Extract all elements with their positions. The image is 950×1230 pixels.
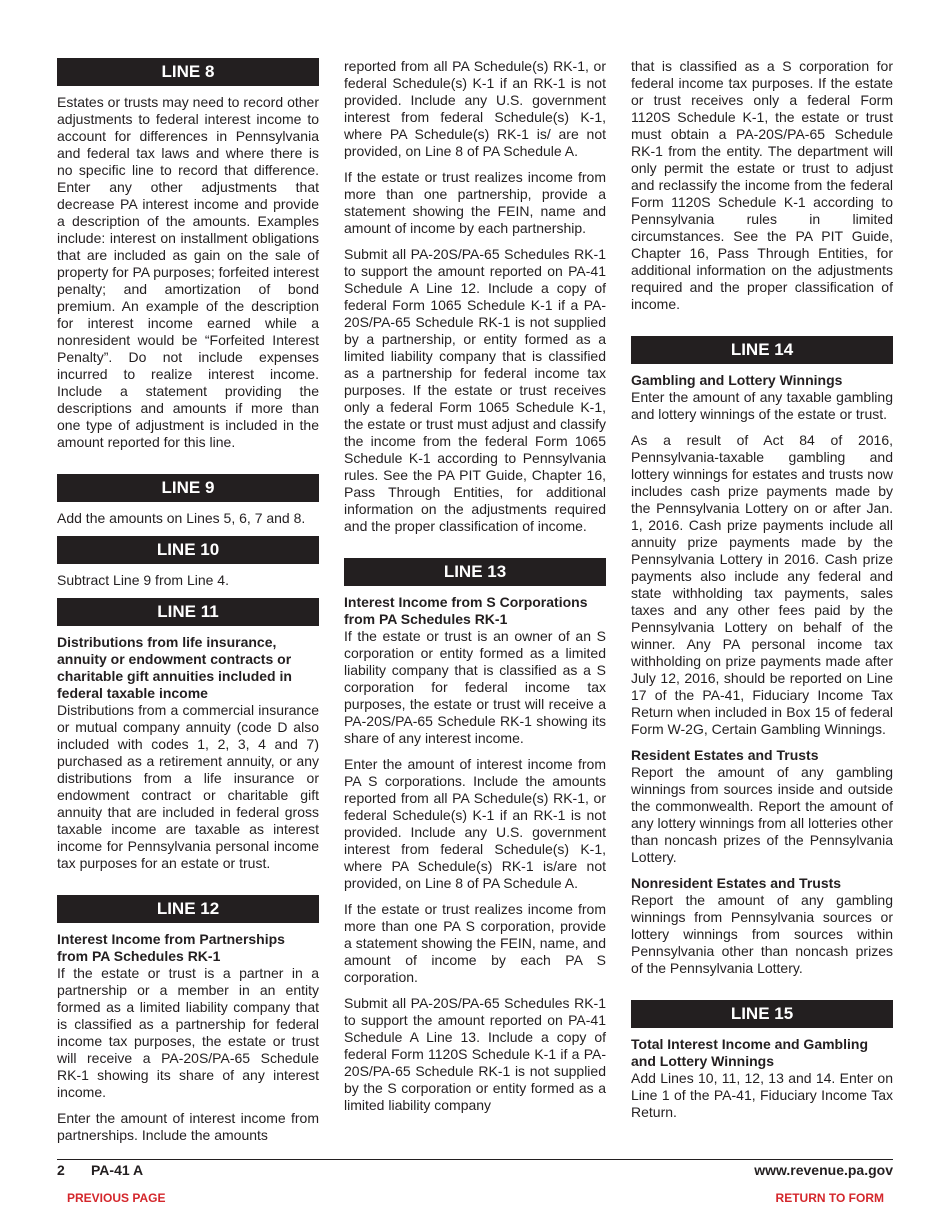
line-12-paragraph-2: Enter the amount of interest income from partnerships. Include the amounts [57,1110,319,1143]
line-14-header: LINE 14 [631,336,893,364]
line-13-paragraph-2: Enter the amount of interest income from PA S corporations. Include the amounts reported from all PA Schedule(s) RK-1, or federal Schedule(s) K-1 if an RK-1 is not provided. Include any U.S. government interest from federal Schedule(s) K-1, where PA Schedule(s) RK-1 is/are not provided, on Line 8 of PA Schedule A. [344,756,606,891]
page-number: 2 [57,1162,65,1178]
line-12-heading: Interest Income from Partnerships from PA Schedules RK-1 [57,931,285,964]
line-11-header: LINE 11 [57,598,319,626]
footer-divider [57,1159,893,1160]
line-12-header: LINE 12 [57,895,319,923]
previous-page-link[interactable]: PREVIOUS PAGE [67,1191,166,1205]
nonresident-estates-text: Report the amount of any gambling winnings from Pennsylvania sources or lottery winnings from sources within Pennsylvania other than noncash prizes of the Pennsylvania Lottery. [631,892,893,976]
line-11-heading: Distributions from life insurance, annuity or endowment contracts or charitable gift annuities included in federal taxable income [57,634,292,701]
line-9-text: Add the amounts on Lines 5, 6, 7 and 8. [57,510,306,526]
line-8-text: Estates or trusts may need to record other adjustments to federal interest income to account for differences in Pennsylvania and federal tax laws and where there is no specific line to record that difference. Enter any other adjustments that decrease PA interest income and provide a description of the amounts. Examples include: interest on installment obligations that are included as gain on the sale of property for PA purposes; forfeited interest penalty; and amortization of bond premium. An example of the description for interest income earned while a nonresident would be “Forfeited Interest Penalty”. Do not include expenses incurred to realize interest income. Include a statement providing the descriptions and amounts if more than one type of adjustment is included in the amount reported for this line. [57,94,319,450]
line-13-paragraph-3: If the estate or trust realizes income from more than one PA S corporation, provide a statement showing the FEIN, name, and amount of income by each PA S corporation. [344,901,606,985]
line-12-paragraph-3: reported from all PA Schedule(s) RK-1, or federal Schedule(s) K-1 if an RK-1 is not provided. Include any U.S. government interest from federal Schedule(s) K-1, where PA Schedule(s) RK-1 is/ are not provided, on Line 8 of PA Schedule A. [344,58,606,159]
line-12-paragraph-1: If the estate or trust is a partner in a partnership or a member in an entity formed as a limited liability company that is classified as a partnership for federal income tax purposes, the estate or trust will receive a PA-20S/PA-65 Schedule RK-1 showing its share of any interest income. [57,965,319,1100]
line-10-header: LINE 10 [57,536,319,564]
line-12-paragraph-5: Submit all PA-20S/PA-65 Schedules RK-1 to support the amount reported on PA-41 Schedule A Line 12. Include a copy of federal Form 1065 Schedule K-1 if a PA-20S/PA-65 Schedule RK-1 is not supplied by a partnership, or entity formed as a limited liability company that is classified as a partnership for federal income tax purposes. If the estate or trust receives only a federal Form 1065 Schedule K-1, the estate or trust must adjust and classify the income from the federal Form 1065 Schedule K-1 according to Pennsylvania rules. See the PA PIT Guide, Chapter 16, Pass Through Entities, for additional information on the adjustments required and the proper classification of income. [344,246,606,534]
line-13-paragraph-1: If the estate or trust is an owner of an S corporation or entity formed as a limited liability company that is classified as a S corporation for federal income tax purposes, the estate or trust will receive a PA-20S/PA-65 Schedule RK-1 showing its share of any interest income. [344,628,606,746]
line-14-paragraph-2: As a result of Act 84 of 2016, Pennsylvania-taxable gambling and lottery winnings for estates and trusts now includes cash prize payments made by the Pennsylvania Lottery on or after Jan. 1, 2016. Cash prize payments include all annuity prize payments made by the Pennsylvania Lottery in 2016. Cash prize payments also include any federal and state withholding tax payments, sales taxes and any other fees paid by the Pennsylvania Lottery on behalf of the winner. Any PA personal income tax withholding on prize payments made after July 12, 2016, should be reported on Line 17 of the PA-41, Fiduciary Income Tax Return when included in Box 15 of federal Form W-2G, Certain Gambling Winnings. [631,432,893,737]
resident-estates-heading: Resident Estates and Trusts [631,747,819,763]
line-15-text: Add Lines 10, 11, 12, 13 and 14. Enter on Line 1 of the PA-41, Fiduciary Income Tax Return. [631,1070,893,1120]
line-13-header: LINE 13 [344,558,606,586]
column-2 [344,58,606,1123]
form-name: PA-41 A [91,1162,144,1178]
website-url: www.revenue.pa.gov [754,1162,893,1178]
line-14-heading: Gambling and Lottery Winnings [631,372,843,388]
line-11-text: Distributions from a commercial insurance or mutual company annuity (code D also included with codes 1, 2, 3, 4 and 7) purchased as a retirement annuity, or any distributions from a life insurance or endowment contract or charitable gift annuity that are included in federal gross taxable income are taxable as interest income for Pennsylvania personal income tax purposes for an estate or trust. [57,702,319,871]
line-9-header: LINE 9 [57,474,319,502]
nonresident-estates-heading: Nonresident Estates and Trusts [631,875,842,891]
line-8-header: LINE 8 [57,58,319,86]
resident-estates-text: Report the amount of any gambling winnings from sources inside and outside the commonwealth. Report the amount of any lottery winnings from all lotteries other than noncash prizes of the Pennsylvania Lottery. [631,764,893,865]
column-1 [57,58,319,1153]
line-13-heading: Interest Income from S Corporations from PA Schedules RK-1 [344,594,588,627]
line-10-text: Subtract Line 9 from Line 4. [57,572,229,588]
column-3 [631,58,893,1130]
line-12-paragraph-4: If the estate or trust realizes income from more than one partnership, provide a statement showing the FEIN, name and amount of income by each partnership. [344,169,606,236]
line-13-paragraph-5: that is classified as a S corporation for federal income tax purposes. If the estate or trust receives only a federal Form 1120S Schedule K-1, the estate or trust must obtain a PA-20S/PA-65 Schedule RK-1 from the entity. The department will only permit the estate or trust to adjust and reclassify the income from the federal Form 1120S Schedule K-1 according to Pennsylvania rules in limited circumstances. See the PA PIT Guide, Chapter 16, Pass Through Entities, for additional information on the adjustments required and the proper classification of income. [631,58,893,312]
line-13-paragraph-4: Submit all PA-20S/PA-65 Schedules RK-1 to support the amount reported on PA-41 Schedule A Line 13. Include a copy of federal Form 1120S Schedule K-1 if a PA-20S/PA-65 Schedule RK-1 is not supplied by the S corporation or entity formed as a limited liability company [344,995,606,1113]
line-14-paragraph-1: Enter the amount of any taxable gambling and lottery winnings of the estate or trust. [631,389,893,422]
line-15-heading: Total Interest Income and Gambling and Lottery Winnings [631,1036,868,1069]
line-15-header: LINE 15 [631,1000,893,1028]
return-to-form-link[interactable]: RETURN TO FORM [775,1191,884,1205]
